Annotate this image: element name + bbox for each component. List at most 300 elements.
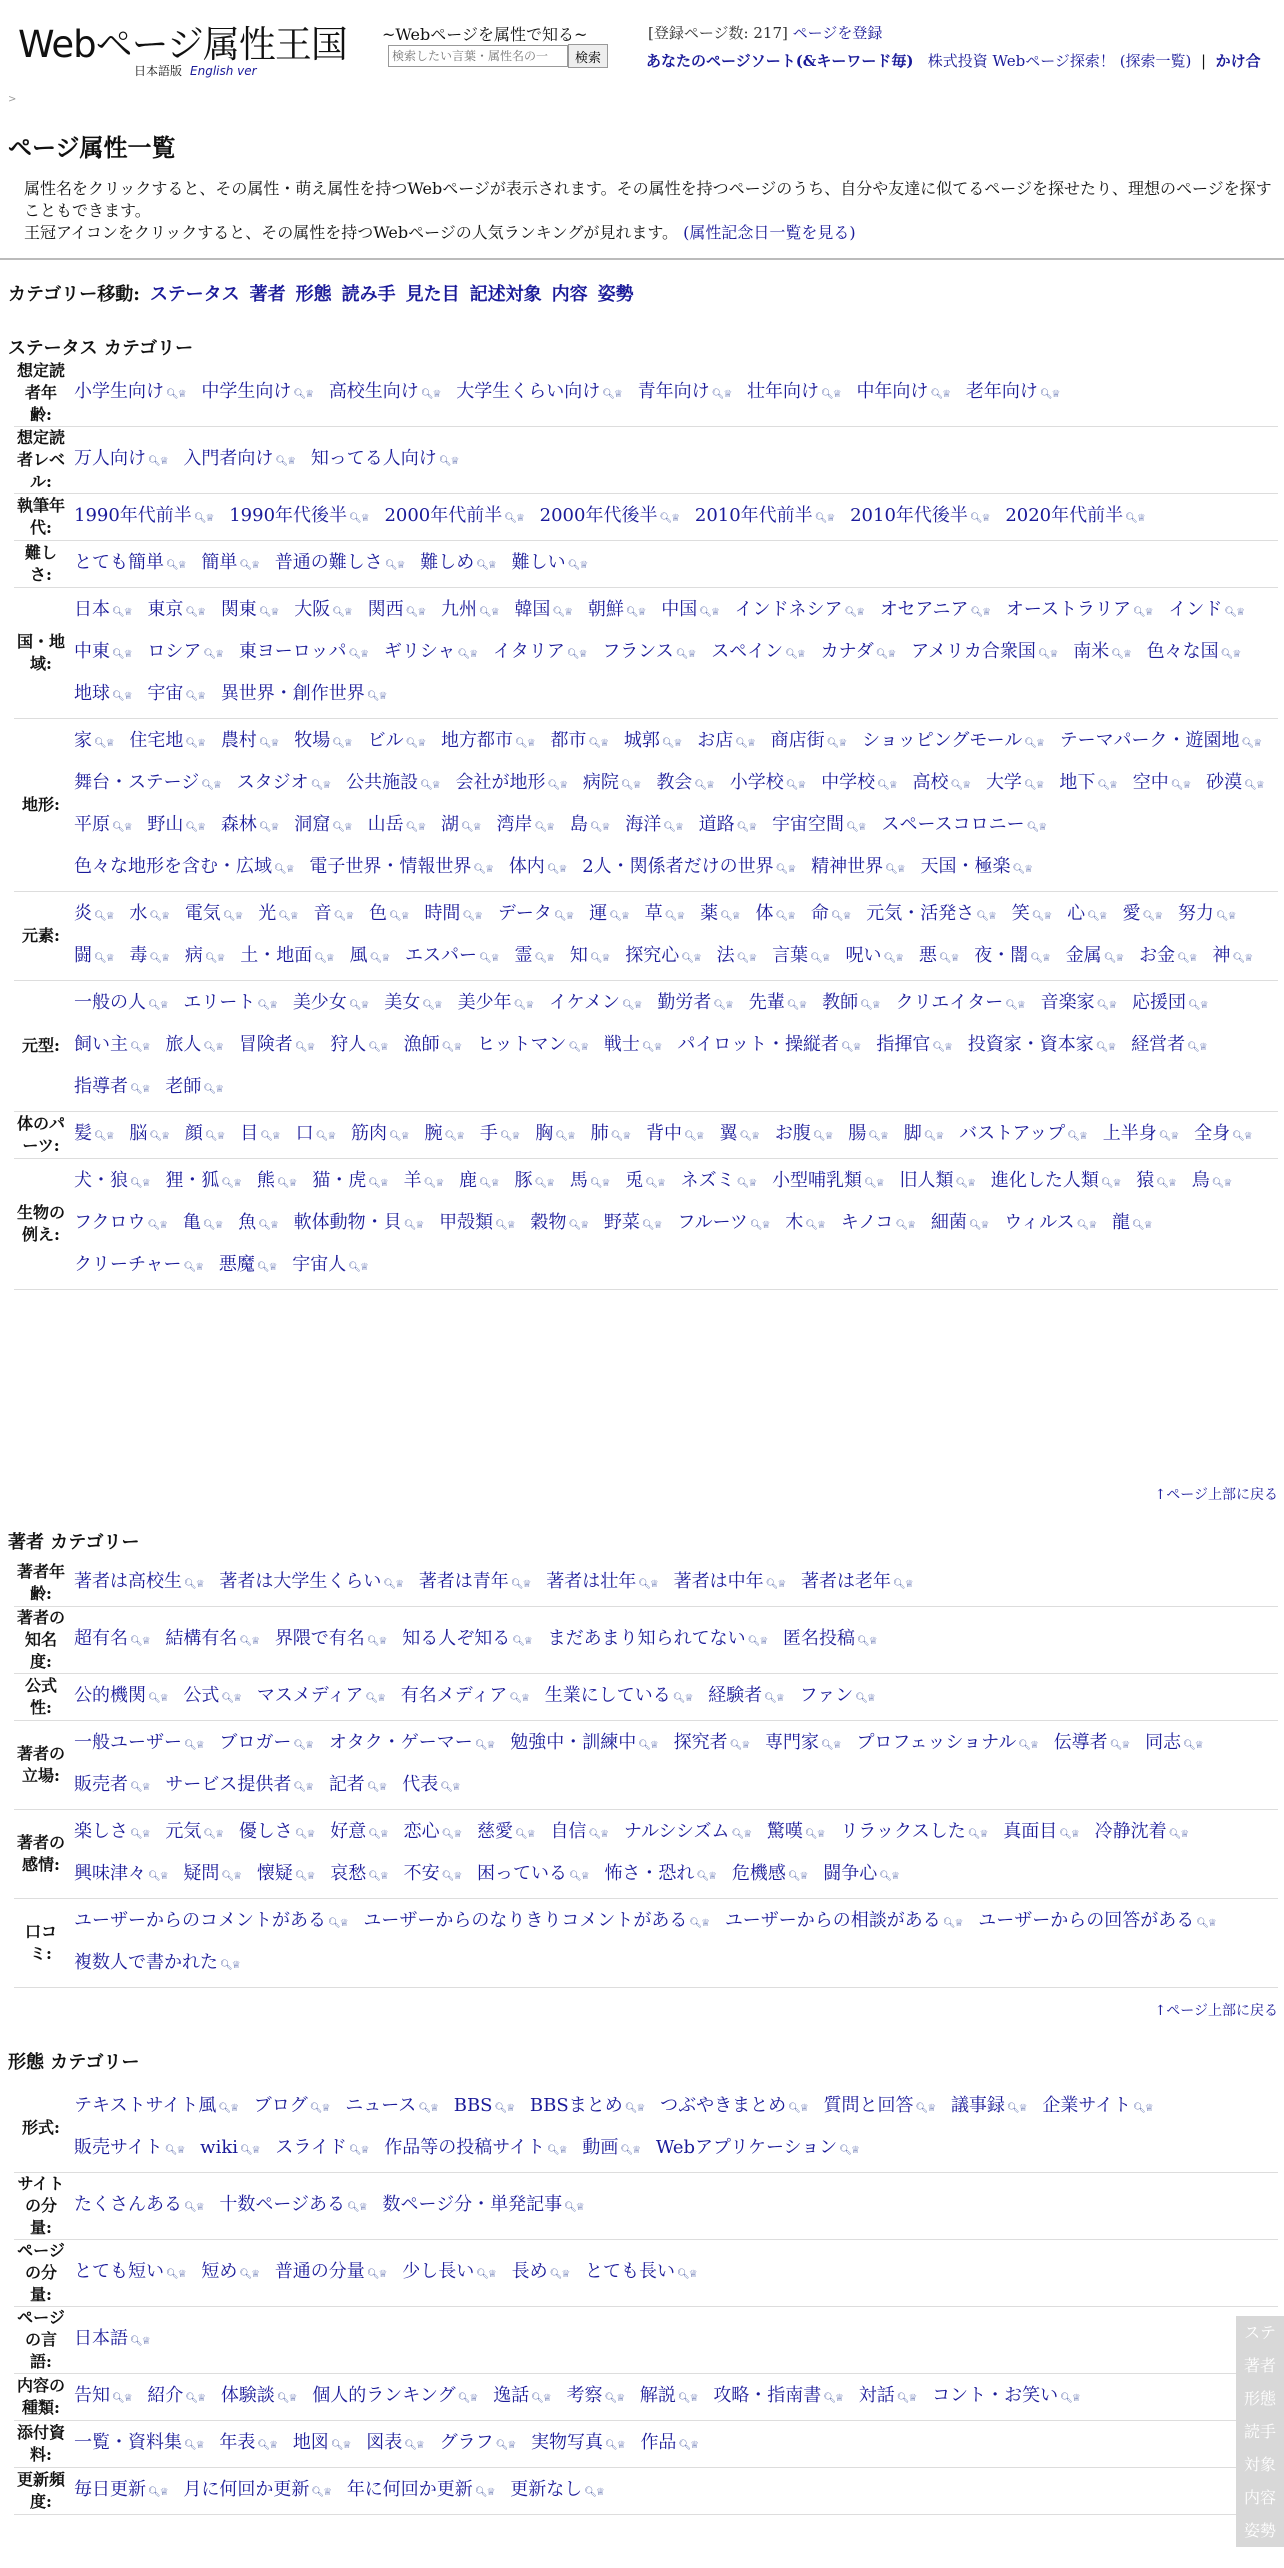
attribute-link[interactable]: 色々な地形を含む・広域	[74, 856, 272, 877]
search-crown-icon[interactable]: 🔍︎♕	[495, 1220, 515, 1231]
attribute-link[interactable]: 毎日更新	[74, 2479, 146, 2500]
search-crown-icon[interactable]: 🔍︎♕	[860, 1000, 880, 1011]
search-crown-icon[interactable]: 🔍︎♕	[294, 1829, 315, 1840]
search-crown-icon[interactable]: 🔍︎♕	[785, 649, 805, 660]
search-crown-icon[interactable]: 🔍︎♕	[315, 1131, 336, 1142]
search-crown-icon[interactable]: 🔍︎♕	[368, 1871, 388, 1882]
attribute-link[interactable]: 進化した人類	[990, 1170, 1099, 1191]
search-crown-icon[interactable]: 🔍︎♕	[678, 2440, 699, 2451]
search-crown-icon[interactable]: 🔍︎♕	[584, 2487, 604, 2498]
search-crown-icon[interactable]: 🔍︎♕	[256, 1262, 277, 1273]
attribute-link[interactable]: 関東	[220, 599, 257, 620]
attribute-link[interactable]: 旅人	[165, 1034, 202, 1055]
attribute-link[interactable]: 困っている	[477, 1863, 568, 1884]
attribute-link[interactable]: キノコ	[840, 1212, 894, 1233]
attribute-link[interactable]: Webアプリケーション	[655, 2137, 838, 2158]
search-crown-icon[interactable]: 🔍︎♕	[474, 2487, 495, 2498]
search-crown-icon[interactable]: 🔍︎♕	[1132, 1220, 1152, 1231]
attribute-link[interactable]: 会社が地形	[455, 772, 546, 793]
attribute-link[interactable]: 朝鮮	[587, 599, 624, 620]
search-crown-icon[interactable]: 🔍︎♕	[112, 607, 132, 618]
attribute-link[interactable]: グラフ	[439, 2432, 494, 2453]
attribute-link[interactable]: 十数ページある	[219, 2194, 346, 2215]
attribute-link[interactable]: BBS	[453, 2095, 493, 2116]
anniversary-list-link[interactable]: (属性記念日一覧を見る)	[683, 223, 856, 242]
search-crown-icon[interactable]: 🔍︎♕	[293, 1782, 314, 1793]
search-crown-icon[interactable]: 🔍︎♕	[130, 1178, 150, 1189]
attribute-link[interactable]: 公的機関	[74, 1685, 146, 1706]
category-nav-link-3[interactable]: 読み手	[341, 284, 396, 305]
search-crown-icon[interactable]: 🔍︎♕	[675, 649, 696, 660]
search-crown-icon[interactable]: 🔍︎♕	[677, 2269, 697, 2280]
attribute-link[interactable]: 自信	[550, 1821, 587, 1842]
search-crown-icon[interactable]: 🔍︎♕	[1037, 649, 1058, 660]
attribute-link[interactable]: 知	[569, 945, 588, 966]
attribute-link[interactable]: 東京	[147, 599, 184, 620]
search-crown-icon[interactable]: 🔍︎♕	[969, 513, 990, 524]
attribute-link[interactable]: ユーザーからの回答がある	[978, 1910, 1195, 1931]
search-crown-icon[interactable]: 🔍︎♕	[499, 1131, 520, 1142]
search-crown-icon[interactable]: 🔍︎♕	[278, 911, 298, 922]
attribute-link[interactable]: 美少女	[292, 992, 347, 1013]
attribute-link[interactable]: エスパー	[405, 945, 478, 966]
search-crown-icon[interactable]: 🔍︎♕	[804, 1829, 825, 1840]
search-crown-icon[interactable]: 🔍︎♕	[423, 1178, 444, 1189]
search-crown-icon[interactable]: 🔍︎♕	[785, 780, 806, 791]
search-crown-icon[interactable]: 🔍︎♕	[405, 607, 426, 618]
attribute-link[interactable]: とても短い	[74, 2261, 164, 2282]
search-crown-icon[interactable]: 🔍︎♕	[694, 780, 714, 791]
attribute-link[interactable]: 馬	[569, 1170, 588, 1191]
search-crown-icon[interactable]: 🔍︎♕	[893, 1579, 913, 1590]
attribute-link[interactable]: 住宅地	[129, 730, 184, 751]
search-crown-icon[interactable]: 🔍︎♕	[383, 1579, 404, 1590]
search-crown-icon[interactable]: 🔍︎♕	[589, 953, 610, 964]
attribute-link[interactable]: 炎	[74, 903, 92, 924]
side-nav-item-4[interactable]: 対象	[1243, 2455, 1276, 2474]
attribute-link[interactable]: 口	[295, 1123, 314, 1144]
lang-english-link[interactable]: English ver	[190, 64, 257, 78]
attribute-link[interactable]: 1990年代前半	[74, 505, 192, 526]
search-crown-icon[interactable]: 🔍︎♕	[193, 513, 214, 524]
attribute-link[interactable]: 心	[1067, 903, 1086, 924]
search-crown-icon[interactable]: 🔍︎♕	[202, 1220, 223, 1231]
search-crown-icon[interactable]: 🔍︎♕	[547, 2145, 567, 2156]
attribute-link[interactable]: 2010年代前半	[694, 505, 813, 526]
search-crown-icon[interactable]: 🔍︎♕	[1087, 911, 1107, 922]
attribute-link[interactable]: 熊	[256, 1170, 275, 1191]
search-crown-icon[interactable]: 🔍︎♕	[546, 864, 567, 875]
search-crown-icon[interactable]: 🔍︎♕	[328, 1918, 348, 1929]
search-crown-icon[interactable]: 🔍︎♕	[275, 456, 296, 467]
attribute-link[interactable]: エリート	[183, 992, 256, 1013]
search-crown-icon[interactable]: 🔍︎♕	[1125, 513, 1145, 524]
search-crown-icon[interactable]: 🔍︎♕	[457, 649, 478, 660]
attribute-link[interactable]: 大阪	[294, 599, 331, 620]
attribute-link[interactable]: 2000年代前半	[384, 505, 503, 526]
search-crown-icon[interactable]: 🔍︎♕	[257, 1000, 278, 1011]
search-crown-icon[interactable]: 🔍︎♕	[553, 911, 574, 922]
attribute-link[interactable]: 闘争心	[823, 1863, 878, 1884]
search-crown-icon[interactable]: 🔍︎♕	[201, 780, 221, 791]
search-crown-icon[interactable]: 🔍︎♕	[1111, 649, 1131, 660]
search-crown-icon[interactable]: 🔍︎♕	[405, 738, 426, 749]
attribute-link[interactable]: フルーツ	[677, 1212, 748, 1233]
search-crown-icon[interactable]: 🔍︎♕	[203, 1829, 224, 1840]
search-crown-icon[interactable]: 🔍︎♕	[736, 953, 757, 964]
search-crown-icon[interactable]: 🔍︎♕	[970, 607, 991, 618]
side-nav-item-1[interactable]: 著者	[1243, 2356, 1276, 2375]
attribute-link[interactable]: プロフェッショナル	[856, 1732, 1017, 1753]
attribute-link[interactable]: 闘	[74, 945, 92, 966]
search-crown-icon[interactable]: 🔍︎♕	[877, 780, 897, 791]
attribute-link[interactable]: 界隈で有名	[274, 1628, 365, 1649]
search-crown-icon[interactable]: 🔍︎♕	[203, 649, 224, 660]
search-crown-icon[interactable]: 🔍︎♕	[568, 1042, 589, 1053]
search-crown-icon[interactable]: 🔍︎♕	[844, 607, 865, 618]
search-crown-icon[interactable]: 🔍︎♕	[130, 1042, 150, 1053]
search-crown-icon[interactable]: 🔍︎♕	[444, 1131, 465, 1142]
attribute-link[interactable]: お腹	[774, 1123, 811, 1144]
search-crown-icon[interactable]: 🔍︎♕	[112, 2393, 132, 2404]
attribute-link[interactable]: 実物写真	[531, 2432, 604, 2453]
search-crown-icon[interactable]: 🔍︎♕	[1076, 1220, 1097, 1231]
attribute-link[interactable]: 胸	[535, 1123, 554, 1144]
search-crown-icon[interactable]: 🔍︎♕	[1196, 1918, 1216, 1929]
attribute-link[interactable]: 元気・活発さ	[866, 903, 975, 924]
attribute-link[interactable]: スペイン	[711, 641, 784, 662]
search-crown-icon[interactable]: 🔍︎♕	[348, 2145, 369, 2156]
attribute-link[interactable]: 勤労者	[657, 992, 712, 1013]
search-crown-icon[interactable]: 🔍︎♕	[149, 1131, 170, 1142]
attribute-link[interactable]: 哀愁	[330, 1863, 367, 1884]
search-crown-icon[interactable]: 🔍︎♕	[879, 1871, 899, 1882]
attribute-link[interactable]: 羊	[403, 1170, 422, 1191]
search-crown-icon[interactable]: 🔍︎♕	[735, 738, 755, 749]
search-crown-icon[interactable]: 🔍︎♕	[677, 2393, 698, 2404]
search-crown-icon[interactable]: 🔍︎♕	[875, 649, 896, 660]
attribute-link[interactable]: 著者は高校生	[74, 1571, 182, 1592]
search-crown-icon[interactable]: 🔍︎♕	[787, 1871, 808, 1882]
attribute-link[interactable]: 全身	[1194, 1123, 1231, 1144]
attribute-link[interactable]: 韓国	[514, 599, 551, 620]
search-crown-icon[interactable]: 🔍︎♕	[221, 1178, 242, 1189]
search-crown-icon[interactable]: 🔍︎♕	[185, 2393, 206, 2404]
search-crown-icon[interactable]: 🔍︎♕	[293, 1740, 314, 1751]
search-crown-icon[interactable]: 🔍︎♕	[1100, 1178, 1121, 1189]
search-crown-icon[interactable]: 🔍︎♕	[968, 1220, 989, 1231]
search-crown-icon[interactable]: 🔍︎♕	[747, 1636, 768, 1647]
search-crown-icon[interactable]: 🔍︎♕	[1012, 864, 1033, 875]
search-crown-icon[interactable]: 🔍︎♕	[1039, 389, 1060, 400]
attribute-link[interactable]: 販売サイト	[74, 2137, 163, 2158]
search-crown-icon[interactable]: 🔍︎♕	[440, 1782, 460, 1793]
search-crown-icon[interactable]: 🔍︎♕	[148, 456, 168, 467]
search-crown-icon[interactable]: 🔍︎♕	[821, 389, 841, 400]
site-logo[interactable]: Webページ属性王国	[18, 23, 347, 66]
search-crown-icon[interactable]: 🔍︎♕	[473, 864, 494, 875]
attribute-link[interactable]: 一般の人	[74, 992, 146, 1013]
attribute-link[interactable]: 水	[129, 903, 148, 924]
attribute-link[interactable]: 美女	[384, 992, 421, 1013]
attribute-link[interactable]: 猿	[1136, 1170, 1155, 1191]
search-crown-icon[interactable]: 🔍︎♕	[504, 513, 524, 524]
attribute-link[interactable]: 紹介	[147, 2385, 184, 2406]
attribute-link[interactable]: 超有名	[74, 1628, 128, 1649]
attribute-link[interactable]: 電子世界・情報世界	[309, 856, 472, 877]
search-crown-icon[interactable]: 🔍︎♕	[976, 911, 996, 922]
attribute-link[interactable]: スライド	[275, 2137, 347, 2158]
search-crown-icon[interactable]: 🔍︎♕	[220, 1960, 240, 1971]
search-crown-icon[interactable]: 🔍︎♕	[855, 1693, 875, 1704]
attribute-link[interactable]: データ	[497, 903, 552, 924]
search-crown-icon[interactable]: 🔍︎♕	[638, 1740, 658, 1751]
search-crown-icon[interactable]: 🔍︎♕	[602, 389, 622, 400]
attribute-link[interactable]: 運	[589, 903, 608, 924]
attribute-link[interactable]: ギリシャ	[383, 641, 456, 662]
attribute-link[interactable]: 公式	[183, 1685, 220, 1706]
search-crown-icon[interactable]: 🔍︎♕	[932, 1042, 953, 1053]
attribute-link[interactable]: 入門者向け	[183, 448, 274, 469]
search-crown-icon[interactable]: 🔍︎♕	[148, 2487, 168, 2498]
search-crown-icon[interactable]: 🔍︎♕	[276, 2393, 297, 2404]
attribute-link[interactable]: 上半身	[1102, 1123, 1157, 1144]
attribute-link[interactable]: ファン	[799, 1685, 854, 1706]
search-crown-icon[interactable]: 🔍︎♕	[112, 691, 132, 702]
side-nav-item-2[interactable]: 形態	[1243, 2389, 1276, 2408]
attribute-link[interactable]: コント・お笑い	[932, 2385, 1059, 2406]
attribute-link[interactable]: 時間	[424, 903, 461, 924]
attribute-link[interactable]: 腸	[848, 1123, 867, 1144]
search-crown-icon[interactable]: 🔍︎♕	[147, 1220, 168, 1231]
search-crown-icon[interactable]: 🔍︎♕	[895, 1220, 916, 1231]
search-crown-icon[interactable]: 🔍︎♕	[148, 1000, 168, 1011]
search-crown-icon[interactable]: 🔍︎♕	[1241, 738, 1262, 749]
search-crown-icon[interactable]: 🔍︎♕	[729, 1740, 750, 1751]
attribute-link[interactable]: 伝導者	[1053, 1732, 1108, 1753]
attribute-link[interactable]: インドネシア	[734, 599, 843, 620]
search-crown-icon[interactable]: 🔍︎♕	[222, 911, 243, 922]
search-crown-icon[interactable]: 🔍︎♕	[1158, 1131, 1179, 1142]
search-crown-icon[interactable]: 🔍︎♕	[1183, 1740, 1203, 1751]
attribute-link[interactable]: 経営者	[1131, 1034, 1186, 1055]
attribute-link[interactable]: 高校	[912, 772, 949, 793]
search-crown-icon[interactable]: 🔍︎♕	[1097, 780, 1118, 791]
search-crown-icon[interactable]: 🔍︎♕	[366, 2269, 387, 2280]
search-crown-icon[interactable]: 🔍︎♕	[369, 953, 390, 964]
attribute-link[interactable]: 中国	[661, 599, 698, 620]
attribute-link[interactable]: 鳥	[1191, 1170, 1210, 1191]
search-crown-icon[interactable]: 🔍︎♕	[566, 649, 587, 660]
attribute-link[interactable]: 簡単	[201, 552, 238, 573]
search-crown-icon[interactable]: 🔍︎♕	[94, 911, 114, 922]
attribute-link[interactable]: 大学生くらい向け	[456, 381, 601, 402]
search-crown-icon[interactable]: 🔍︎♕	[148, 1871, 168, 1882]
search-crown-icon[interactable]: 🔍︎♕	[183, 1262, 204, 1273]
attribute-link[interactable]: 記者	[328, 1774, 365, 1795]
attribute-link[interactable]: 2人・関係者だけの世界	[582, 856, 774, 877]
search-crown-icon[interactable]: 🔍︎♕	[534, 822, 555, 833]
search-crown-icon[interactable]: 🔍︎♕	[310, 780, 331, 791]
attribute-link[interactable]: テキストサイト風	[74, 2095, 217, 2116]
search-crown-icon[interactable]: 🔍︎♕	[149, 911, 170, 922]
attribute-link[interactable]: 漁師	[403, 1034, 440, 1055]
search-crown-icon[interactable]: 🔍︎♕	[823, 2393, 843, 2404]
attribute-link[interactable]: 道路	[698, 814, 735, 835]
attribute-link[interactable]: 悪	[918, 945, 937, 966]
search-crown-icon[interactable]: 🔍︎♕	[184, 2202, 204, 2213]
search-crown-icon[interactable]: 🔍︎♕	[347, 2202, 367, 2213]
attribute-link[interactable]: 生業にしている	[544, 1685, 671, 1706]
attribute-link[interactable]: 数ページ分・単発記事	[382, 2194, 563, 2215]
search-crown-icon[interactable]: 🔍︎♕	[112, 822, 132, 833]
attribute-link[interactable]: 東ヨーロッパ	[238, 641, 347, 662]
attribute-link[interactable]: 牧場	[294, 730, 331, 751]
attribute-link[interactable]: 木	[785, 1212, 804, 1233]
search-crown-icon[interactable]: 🔍︎♕	[418, 2103, 438, 2114]
attribute-link[interactable]: 作品等の投稿サイト	[384, 2137, 546, 2158]
search-crown-icon[interactable]: 🔍︎♕	[775, 864, 796, 875]
search-crown-icon[interactable]: 🔍︎♕	[1031, 911, 1052, 922]
attribute-link[interactable]: 南米	[1073, 641, 1110, 662]
attribute-link[interactable]: 砂漠	[1206, 772, 1243, 793]
search-crown-icon[interactable]: 🔍︎♕	[621, 1000, 642, 1011]
attribute-link[interactable]: 青年向け	[637, 381, 710, 402]
attribute-link[interactable]: 公共施設	[346, 772, 419, 793]
attribute-link[interactable]: ビル	[367, 730, 404, 751]
attribute-link[interactable]: 大学	[985, 772, 1022, 793]
attribute-link[interactable]: ユーザーからのなりきりコメントがある	[363, 1910, 688, 1931]
attribute-link[interactable]: 疑問	[183, 1863, 220, 1884]
attribute-link[interactable]: パイロット・操縦者	[677, 1034, 839, 1055]
attribute-link[interactable]: 経験者	[708, 1685, 763, 1706]
search-crown-icon[interactable]: 🔍︎♕	[883, 953, 904, 964]
category-nav-link-2[interactable]: 形態	[295, 284, 332, 305]
search-crown-icon[interactable]: 🔍︎♕	[589, 1178, 610, 1189]
search-crown-icon[interactable]: 🔍︎♕	[494, 2103, 515, 2114]
category-nav-link-5[interactable]: 記述対象	[469, 284, 542, 305]
search-crown-icon[interactable]: 🔍︎♕	[294, 1871, 315, 1882]
search-crown-icon[interactable]: 🔍︎♕	[348, 1000, 369, 1011]
attribute-link[interactable]: オーストラリア	[1005, 599, 1131, 620]
register-page-link[interactable]: ページを登録	[792, 24, 883, 42]
search-crown-icon[interactable]: 🔍︎♕	[1018, 1740, 1038, 1751]
search-crown-icon[interactable]: 🔍︎♕	[736, 822, 757, 833]
attribute-link[interactable]: wiki	[200, 2137, 238, 2158]
attribute-link[interactable]: 野菜	[603, 1212, 640, 1233]
attribute-link[interactable]: 応援団	[1132, 992, 1187, 1013]
attribute-link[interactable]: 脚	[903, 1123, 922, 1144]
attribute-link[interactable]: クリエイター	[895, 992, 1004, 1013]
attribute-link[interactable]: 風	[349, 945, 368, 966]
attribute-link[interactable]: 1990年代後半	[229, 505, 348, 526]
attribute-link[interactable]: 猫・虎	[312, 1170, 367, 1191]
search-crown-icon[interactable]: 🔍︎♕	[479, 953, 499, 964]
attribute-link[interactable]: 探究者	[673, 1732, 728, 1753]
attribute-link[interactable]: 色々な国	[1146, 641, 1219, 662]
attribute-link[interactable]: 不安	[403, 1863, 440, 1884]
attribute-link[interactable]: クリーチャー	[74, 1254, 182, 1275]
attribute-link[interactable]: 九州	[441, 599, 478, 620]
attribute-link[interactable]: スタジオ	[236, 772, 309, 793]
attribute-link[interactable]: 魚	[238, 1212, 257, 1233]
attribute-link[interactable]: 龍	[1112, 1212, 1131, 1233]
search-crown-icon[interactable]: 🔍︎♕	[720, 911, 740, 922]
search-crown-icon[interactable]: 🔍︎♕	[713, 1000, 734, 1011]
search-crown-icon[interactable]: 🔍︎♕	[510, 1579, 531, 1590]
attribute-link[interactable]: 真面目	[1003, 1821, 1058, 1842]
attribute-link[interactable]: 湾岸	[496, 814, 533, 835]
attribute-link[interactable]: 草	[644, 903, 663, 924]
attribute-link[interactable]: 驚嘆	[766, 1821, 803, 1842]
search-crown-icon[interactable]: 🔍︎♕	[1215, 911, 1236, 922]
attribute-link[interactable]: 知る人ぞ知る	[402, 1628, 511, 1649]
search-crown-icon[interactable]: 🔍︎♕	[258, 1220, 278, 1231]
search-crown-icon[interactable]: 🔍︎♕	[130, 1829, 150, 1840]
attribute-link[interactable]: 個人的ランキング	[312, 2385, 456, 2406]
search-crown-icon[interactable]: 🔍︎♕	[457, 2393, 478, 2404]
attribute-link[interactable]: まだあまり知られてない	[547, 1628, 746, 1649]
attribute-link[interactable]: 地方都市	[441, 730, 514, 751]
attribute-link[interactable]: 美少年	[457, 992, 512, 1013]
attribute-link[interactable]: 命	[810, 903, 829, 924]
search-crown-icon[interactable]: 🔍︎♕	[184, 2440, 204, 2451]
search-crown-icon[interactable]: 🔍︎♕	[1024, 738, 1044, 749]
attribute-link[interactable]: 著者は老年	[801, 1571, 892, 1592]
attribute-link[interactable]: オタク・ゲーマー	[328, 1732, 473, 1753]
attribute-link[interactable]: 音	[313, 903, 332, 924]
search-crown-icon[interactable]: 🔍︎♕	[368, 1178, 388, 1189]
attribute-link[interactable]: 地図	[292, 2432, 329, 2453]
search-crown-icon[interactable]: 🔍︎♕	[441, 1871, 462, 1882]
search-crown-icon[interactable]: 🔍︎♕	[221, 1871, 242, 1882]
attribute-link[interactable]: 筋肉	[351, 1123, 388, 1144]
attribute-link[interactable]: 年表	[219, 2432, 256, 2453]
attribute-link[interactable]: ショッピングモール	[862, 730, 1023, 751]
search-crown-icon[interactable]: 🔍︎♕	[821, 1740, 841, 1751]
search-crown-icon[interactable]: 🔍︎♕	[309, 2103, 330, 2114]
search-crown-icon[interactable]: 🔍︎♕	[333, 911, 354, 922]
attribute-link[interactable]: 空中	[1132, 772, 1169, 793]
search-crown-icon[interactable]: 🔍︎♕	[1026, 822, 1047, 833]
search-crown-icon[interactable]: 🔍︎♕	[1187, 1042, 1207, 1053]
attribute-link[interactable]: ニュース	[345, 2095, 417, 2116]
search-crown-icon[interactable]: 🔍︎♕	[610, 1131, 631, 1142]
search-crown-icon[interactable]: 🔍︎♕	[515, 1829, 535, 1840]
search-crown-icon[interactable]: 🔍︎♕	[672, 1693, 693, 1704]
search-crown-icon[interactable]: 🔍︎♕	[479, 1178, 499, 1189]
attribute-link[interactable]: ヒットマン	[477, 1034, 567, 1055]
search-crown-icon[interactable]: 🔍︎♕	[620, 780, 641, 791]
attribute-link[interactable]: BBSまとめ	[529, 2095, 623, 2116]
attribute-link[interactable]: 精神世界	[811, 856, 884, 877]
search-crown-icon[interactable]: 🔍︎♕	[1156, 1178, 1176, 1189]
search-crown-icon[interactable]: 🔍︎♕	[366, 1782, 387, 1793]
search-crown-icon[interactable]: 🔍︎♕	[684, 1131, 704, 1142]
attribute-link[interactable]: 老師	[165, 1076, 202, 1097]
attribute-link[interactable]: 手	[479, 1123, 498, 1144]
search-crown-icon[interactable]: 🔍︎♕	[239, 1636, 260, 1647]
attribute-link[interactable]: 軟体動物・貝	[293, 1212, 402, 1233]
attribute-link[interactable]: 興味津々	[74, 1863, 146, 1884]
search-crown-icon[interactable]: 🔍︎♕	[495, 2440, 516, 2451]
search-crown-icon[interactable]: 🔍︎♕	[438, 456, 459, 467]
attribute-link[interactable]: 長め	[511, 2261, 548, 2282]
attribute-link[interactable]: 法	[716, 945, 735, 966]
attribute-link[interactable]: 逸話	[493, 2385, 530, 2406]
attribute-link[interactable]: ブロガー	[219, 1732, 292, 1753]
search-crown-icon[interactable]: 🔍︎♕	[588, 1829, 609, 1840]
